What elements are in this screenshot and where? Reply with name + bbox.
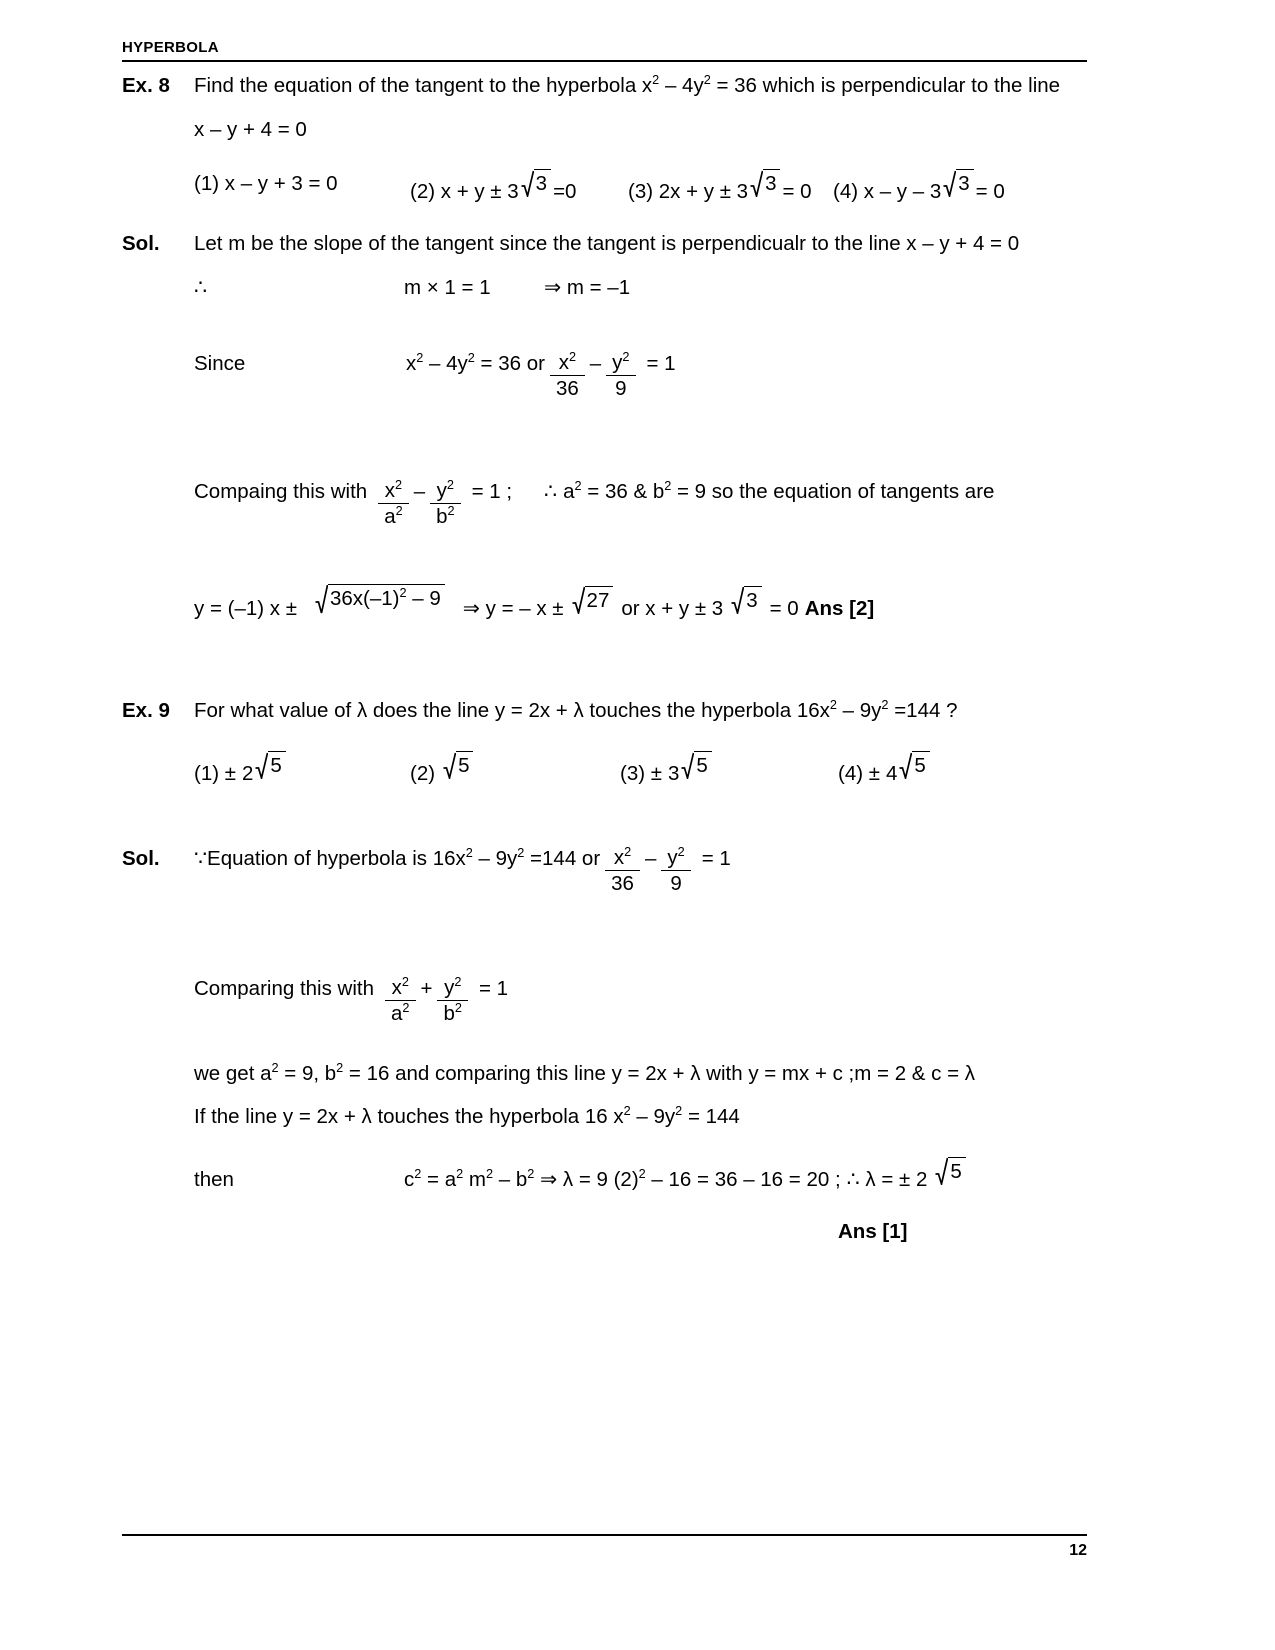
- ex8-final-prefix: y = (–1) x ±: [194, 597, 297, 620]
- fraction-numerator: $y^2$: [667, 844, 685, 869]
- ex9-cmp-equals: = 1: [478, 977, 509, 1000]
- page-number: 12: [1069, 1542, 1087, 1559]
- ex9-equals-one: = 1: [701, 847, 731, 870]
- radical-sign: [315, 584, 328, 614]
- ex8-option-3-suffix: = 0: [782, 179, 812, 203]
- radical-sign: [750, 170, 763, 197]
- fraction-denominator: 9: [606, 375, 635, 401]
- therefore-symbol: ∴: [194, 276, 208, 299]
- ex9-sol-part-b: – 9y: [472, 847, 518, 870]
- ex9-option-2-radicand: 5: [456, 751, 473, 779]
- fraction-y2-over-b2: [437, 974, 467, 1025]
- sqrt-icon: [681, 751, 711, 779]
- ex8-q-part-c: = 36 which is perpendicular to the line: [710, 74, 1061, 97]
- fraction-y2-over-9: [661, 844, 690, 895]
- fraction-numerator: $y^2$: [436, 477, 454, 502]
- ex9-weget-b: = 9, b: [278, 1062, 337, 1085]
- ex9-ifline-row: [194, 1103, 740, 1130]
- header-title: HYPERBOLA: [122, 39, 219, 56]
- fraction-numerator: $x^2$: [613, 844, 632, 869]
- ex9-option-1[interactable]: [194, 752, 288, 787]
- ex9-option-1-coeff: 2: [242, 761, 254, 785]
- since-post: = 36 or: [474, 352, 545, 375]
- ex9-label: Ex. 9: [122, 699, 170, 722]
- ex8-final-mid: ⇒ y = – x ±: [462, 597, 564, 620]
- fraction-denominator: $b^2$: [430, 503, 460, 529]
- fraction-x2-over-a2: [385, 974, 415, 1025]
- ex9-question-line: [122, 697, 957, 724]
- ex8-option-4[interactable]: [833, 170, 1005, 205]
- radical-sign: [731, 586, 744, 614]
- fraction-denominator: $b^2$: [437, 1000, 467, 1026]
- sqrt-icon: [255, 751, 285, 779]
- ex8-since-equation: $x^2 - 4y^2 = 36$ or: [406, 350, 545, 375]
- since-x: x: [406, 352, 417, 375]
- fraction-numerator: $x^2$: [391, 974, 409, 999]
- ex9-option-3-radicand: 5: [694, 751, 711, 779]
- fraction-x2-over-36: [550, 349, 585, 400]
- ex8-solution-slope-row: [194, 274, 630, 301]
- ex8-question-line2: [194, 116, 307, 143]
- ex8-q-part-a: Find the equation of the tangent to the hyperbola x: [194, 74, 653, 97]
- ex9-q-part-a: For what value of λ does the line y = 2x + λ touches the hyperbola 16x: [194, 699, 830, 722]
- fraction-x2-over-a2: [378, 477, 408, 528]
- ex8-option-4-prefix: (4) x – y – 3: [833, 179, 942, 203]
- ex8-solution-line1: [122, 230, 1019, 257]
- ex9-ifline-text: If the line y = 2x + λ touches the hyperbola 16 $x^2 - 9y^2 = 144$: [194, 1103, 740, 1128]
- ex9-option-2[interactable]: [410, 752, 475, 787]
- radical-sign: [943, 170, 956, 197]
- ex8-question-line2-text: x – y + 4 = 0: [194, 118, 307, 141]
- ex9-option-3-prefix: (3) ±: [620, 761, 663, 785]
- ex9-option-4-coeff: 4: [886, 761, 898, 785]
- compare-minus-sign: –: [413, 480, 426, 503]
- radical-sign: [255, 752, 268, 779]
- radical-sign: [521, 170, 534, 197]
- fraction-numerator: $y^2$: [612, 349, 630, 374]
- radical-sign: [899, 752, 912, 779]
- page-header: [122, 40, 1087, 62]
- because-symbol: ∵: [194, 847, 208, 870]
- ex9-option-1-radicand: 5: [268, 751, 285, 779]
- fraction-denominator: $a^2$: [378, 503, 408, 529]
- ex9-option-3[interactable]: [620, 752, 714, 787]
- ex9-weget-c: = 16 and comparing this line y = 2x + λ with y = mx + c ;m = 2 & c = λ: [343, 1062, 976, 1085]
- then-label: then: [194, 1168, 234, 1191]
- ex8-final-radicand-3: 3: [744, 586, 761, 614]
- ex8-label: Ex. 8: [122, 74, 170, 97]
- ex9-ifline-b: – 9y: [630, 1105, 676, 1128]
- sqrt-icon: [750, 169, 780, 197]
- sqrt-icon: [315, 584, 445, 614]
- ex9-sol-part-a: Equation of hyperbola is 16x: [207, 847, 466, 870]
- sol-label: Sol.: [122, 232, 160, 255]
- since-label: Since: [194, 352, 246, 375]
- ex8-option-2-prefix: (2) x + y ± 3: [410, 179, 519, 203]
- ex8-option-2-suffix: =0: [553, 179, 577, 203]
- radical-sign: [443, 752, 456, 779]
- ex8-option-2-radicand: 3: [534, 169, 551, 197]
- ex8-option-3[interactable]: [628, 170, 812, 205]
- ex9-answer-badge: Ans [1]: [838, 1220, 908, 1243]
- ex9-ifline-c: = 144: [682, 1105, 740, 1128]
- ex8-comparing-row: [194, 478, 994, 529]
- ex9-question-text: For what value of λ does the line y = 2x + λ touches the hyperbola $16x^2 - 9y^2 =144$ ?: [194, 697, 958, 722]
- ex8-slope-result: ⇒ m = –1: [544, 276, 631, 299]
- fraction-denominator: 36: [550, 375, 585, 401]
- sqrt-icon: [521, 169, 551, 197]
- sqrt-icon: [935, 1157, 965, 1185]
- ex9-minus-sign: –: [644, 847, 657, 870]
- fraction-numerator: $x^2$: [558, 349, 577, 374]
- since-mid: – 4y: [423, 352, 468, 375]
- ex8-final-radicand: $36x(-1)^2 - 9$: [328, 584, 445, 614]
- radical-sign: [935, 1157, 948, 1185]
- ex8-sol-text-1: Let m be the slope of the tangent since the tangent is perpendicualr to the line x – y + 4 = 0: [194, 232, 1020, 255]
- ex8-option-2[interactable]: [410, 170, 576, 205]
- compare-therefore: ∴: [544, 480, 558, 503]
- ex8-q-part-b: – 4y: [659, 74, 704, 97]
- sqrt-icon: [899, 751, 929, 779]
- ex9-q-part-b: – 9y: [836, 699, 882, 722]
- compare-equals: = 1 ;: [471, 480, 513, 503]
- ex9-option-4[interactable]: [838, 752, 932, 787]
- ex8-compare-prefix: Compaing this with: [194, 480, 368, 503]
- sqrt-icon: [443, 751, 473, 779]
- ex8-slope-equation: m × 1 = 1: [404, 276, 491, 299]
- ex8-compare-tail: $a^2 = 36$ & $b^2 = 9$ so the equation of tangents are: [563, 478, 995, 503]
- then-b: – b: [493, 1168, 528, 1191]
- fraction-numerator: $y^2$: [444, 974, 462, 999]
- fraction-denominator: $a^2$: [385, 1000, 415, 1026]
- ex9-weget-a: we get a: [194, 1062, 272, 1085]
- ex9-compare-prefix: Comparing this with: [194, 977, 375, 1000]
- ex9-then-radicand: 5: [948, 1157, 965, 1185]
- ex8-option-4-radicand: 3: [956, 169, 973, 197]
- since-minus-sign: –: [589, 352, 602, 375]
- radical-sign: [572, 586, 585, 614]
- fraction-denominator: 9: [661, 870, 690, 896]
- ex9-option-3-coeff: 3: [668, 761, 680, 785]
- sqrt-icon: [572, 586, 614, 614]
- ex9-comparing-row: [194, 975, 508, 1026]
- ex9-option-4-prefix: (4) ±: [838, 761, 881, 785]
- radical-sign: [681, 752, 694, 779]
- ex9-then-row: [194, 1158, 968, 1193]
- ex8-final-equation-row: [194, 585, 874, 622]
- ex9-weget-row: [194, 1060, 975, 1087]
- ex9-then-lambda-result: ∴ λ = ± 2: [846, 1168, 928, 1191]
- page-footer: [122, 1534, 1087, 1560]
- ex9-option-4-radicand: 5: [912, 751, 929, 779]
- ex8-option-4-suffix: = 0: [975, 179, 1005, 203]
- fraction-y2-over-9: [606, 349, 635, 400]
- ex8-option-3-prefix: (3) 2x + y ± 3: [628, 179, 749, 203]
- ex8-option-1[interactable]: [194, 170, 338, 197]
- ex8-final-or: or x + y ± 3: [621, 597, 724, 620]
- then-f: – 16 = 36 – 16 = 20 ;: [645, 1168, 841, 1191]
- fraction-denominator: 36: [605, 870, 640, 896]
- sol-label: Sol.: [122, 847, 160, 870]
- fraction-x2-over-36: [605, 844, 640, 895]
- then-e: ⇒ λ = 9 (2): [534, 1168, 639, 1191]
- fraction-numerator: $x^2$: [384, 477, 403, 502]
- ex9-weget-text: we get $a^2 = 9$, $b^2 = 16$ and comparing this line y = 2x + λ with y = mx + c ;m = 2 & c = λ: [194, 1060, 976, 1085]
- ex9-then-equation: $c^2 = a^2$ $m^2 - b^2$ ⇒ λ = 9 $(2)^2 - 16 = 36 - 16 = 20$ ;: [404, 1166, 841, 1191]
- ex9-plus-sign: +: [420, 977, 433, 1000]
- ex8-question-text: Find the equation of the tangent to the hyperbola $x^2 - 4y^2 = 36$ which is perpendicular to the line: [194, 72, 1061, 97]
- sqrt-icon: [943, 169, 973, 197]
- ex8-since-row: [194, 350, 676, 401]
- ex8-question-line1: [122, 72, 1060, 99]
- ex8-answer-badge: Ans [2]: [804, 597, 875, 620]
- sqrt-icon: [731, 586, 761, 614]
- ex9-option-2-prefix: (2): [410, 761, 436, 785]
- ex9-option-1-prefix: (1) ±: [194, 761, 237, 785]
- ex8-option-3-radicand: 3: [763, 169, 780, 197]
- ex9-sol-part-c: =144 or: [524, 847, 601, 870]
- ex9-solution-line1: [122, 845, 731, 896]
- header-rule: [122, 60, 1087, 62]
- then-c: c: [404, 1168, 415, 1191]
- then-a: = a: [421, 1168, 457, 1191]
- ex9-ifline-a: If the line y = 2x + λ touches the hyperbola 16 x: [194, 1105, 624, 1128]
- since-equals-one: = 1: [646, 352, 676, 375]
- then-m: m: [463, 1168, 486, 1191]
- ex9-sol-equation-text: Equation of hyperbola is $16x^2 - 9y^2 =144$ or: [207, 845, 601, 870]
- ex8-final-equals: = 0: [769, 597, 799, 620]
- ex8-final-radicand-27: 27: [585, 586, 614, 614]
- fraction-y2-over-b2: [430, 477, 460, 528]
- ex9-q-part-c: =144 ?: [888, 699, 958, 722]
- ex8-option-1-text: (1) x – y + 3 = 0: [194, 172, 338, 195]
